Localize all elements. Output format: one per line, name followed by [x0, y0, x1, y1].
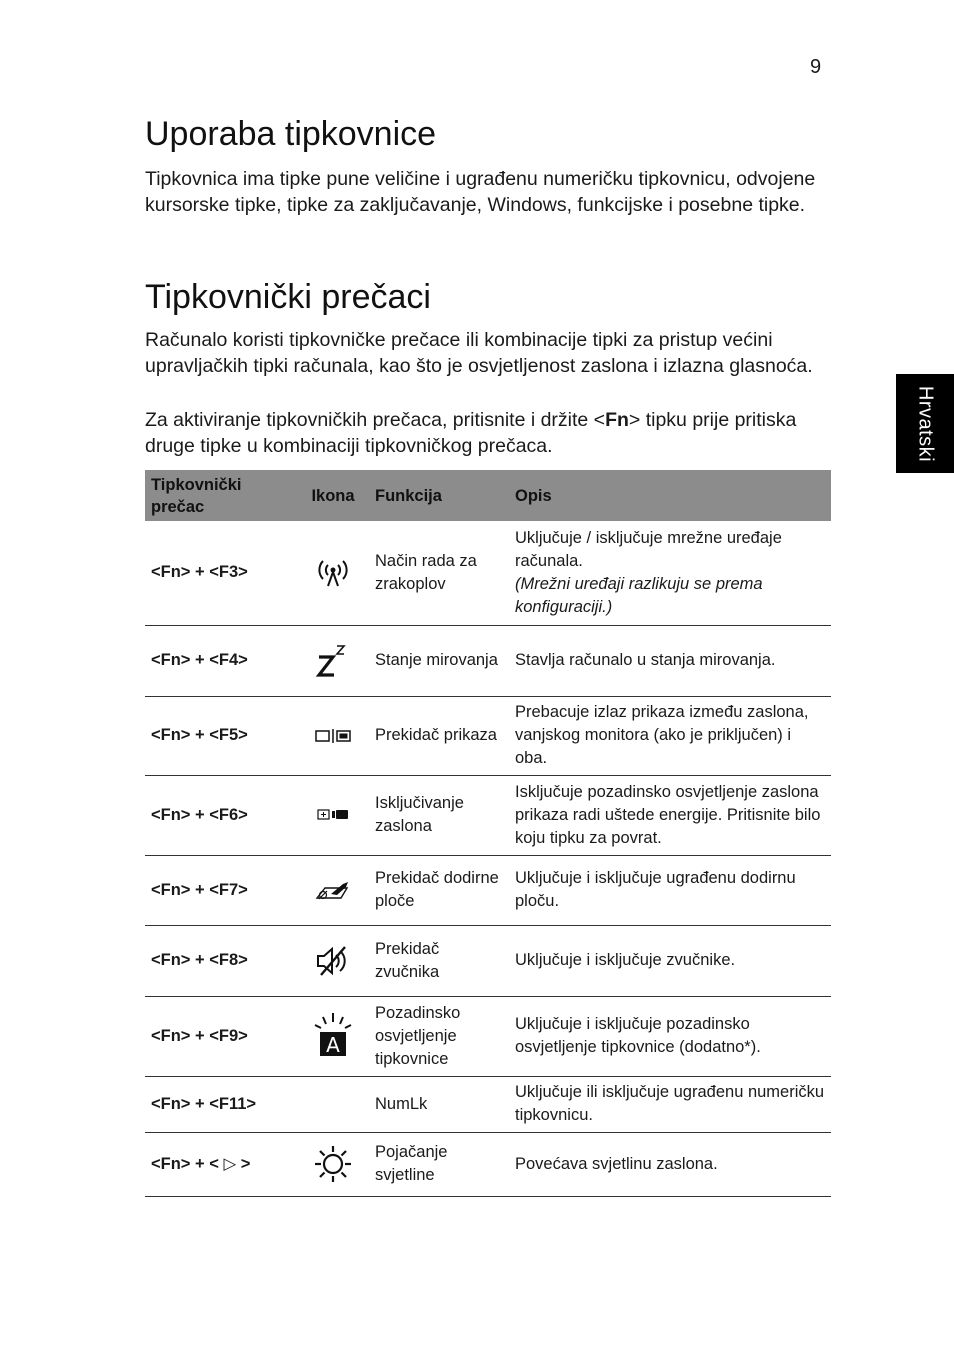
shortcut-key: <Fn> + <F8>: [145, 925, 297, 996]
shortcut-description: [509, 521, 831, 625]
shortcut-description: Uključuje ili isključuje ugrađenu numeričku tipkovnicu.: [509, 1076, 831, 1132]
description-text: Uključuje / isključuje mrežne uređaje računala.: [515, 528, 782, 570]
shortcut-function: Prekidač prikaza: [369, 696, 509, 775]
table-row: [145, 996, 831, 1076]
fn-key-label: Fn: [605, 409, 629, 431]
shortcut-description: Isključuje pozadinsko osvjetljenje zaslona prikaza radi uštede energije. Pritisnite bilo koju tipku za povrat.: [509, 775, 831, 855]
empty-icon-cell: [297, 1076, 369, 1132]
shortcut-description: Prebacuje izlaz prikaza između zaslona, vanjskog monitora (ako je priključen) i oba.: [509, 696, 831, 775]
shortcuts-section-title: Tipkovnički prečaci: [145, 278, 431, 316]
shortcuts-fn-instruction: [145, 408, 825, 459]
table-row: [145, 625, 831, 696]
header-function: Funkcija: [369, 470, 509, 521]
fn-instruction-after: > tipku prije pritiska druge tipke u kombinaciji tipkovničkog prečaca.: [145, 409, 797, 457]
fn-instruction-before: Za aktiviranje tipkovničkih prečaca, pritisnite i držite <: [145, 409, 606, 431]
wireless-icon: [297, 521, 369, 625]
description-note: (Mrežni uređaji razlikuju se prema konfiguraciji.): [515, 574, 763, 616]
shortcut-key: <Fn> + <F6>: [145, 775, 297, 855]
shortcut-key: <Fn> + <F5>: [145, 696, 297, 775]
shortcut-function: Pozadinsko osvjetljenje tipkovnice: [369, 996, 509, 1076]
table-row: [145, 1076, 831, 1132]
shortcut-key: <Fn> + <F11>: [145, 1076, 297, 1132]
shortcut-function: Isključivanje zaslona: [369, 775, 509, 855]
table-row: [145, 925, 831, 996]
speaker-mute-icon: [297, 925, 369, 996]
shortcut-description: Stavlja računalo u stanja mirovanja.: [509, 625, 831, 696]
shortcut-function: Prekidač dodirne ploče: [369, 855, 509, 925]
shortcut-key: <Fn> + <F4>: [145, 625, 297, 696]
table-row: [145, 1132, 831, 1196]
shortcut-key: <Fn> + <F9>: [145, 996, 297, 1076]
shortcut-key: <Fn> + < ▷ >: [145, 1132, 297, 1196]
svg-text:A: A: [326, 1033, 340, 1057]
shortcut-description: Uključuje i isključuje pozadinsko osvjetljenje tipkovnice (dodatno*).: [509, 996, 831, 1076]
sleep-z-icon: [297, 625, 369, 696]
shortcut-function: Prekidač zvučnika: [369, 925, 509, 996]
language-side-tab: [896, 374, 954, 473]
table-row: [145, 855, 831, 925]
page-number: 9: [810, 56, 822, 78]
brightness-up-icon: [297, 1132, 369, 1196]
shortcut-function: Stanje mirovanja: [369, 625, 509, 696]
keyboard-section-text: Tipkovnica ima tipke pune veličine i ugrađenu numeričku tipkovnicu, odvojene kursorske tipke, tipke za zaključavanje, Windows, funkcijske i posebne tipke.: [145, 168, 816, 216]
header-shortcut: Tipkovnički prečac: [145, 470, 297, 521]
keyboard-backlight-icon: [297, 996, 369, 1076]
shortcut-function: Način rada za zrakoplov: [369, 521, 509, 625]
header-icon: Ikona: [297, 470, 369, 521]
shortcut-description: Uključuje i isključuje ugrađenu dodirnu ploču.: [509, 855, 831, 925]
shortcuts-table: [145, 470, 831, 1197]
display-toggle-icon: [297, 696, 369, 775]
shortcut-description: Uključuje i isključuje zvučnike.: [509, 925, 831, 996]
table-row: [145, 696, 831, 775]
shortcut-key: <Fn> + <F3>: [145, 521, 297, 625]
shortcut-function: NumLk: [369, 1076, 509, 1132]
shortcut-key: <Fn> + <F7>: [145, 855, 297, 925]
header-description: Opis: [509, 470, 831, 521]
table-row: [145, 775, 831, 855]
touchpad-toggle-icon: [297, 855, 369, 925]
table-row: [145, 521, 831, 625]
keyboard-section-title: Uporaba tipkovnice: [145, 115, 437, 153]
shortcut-description: Povećava svjetlinu zaslona.: [509, 1132, 831, 1196]
shortcuts-intro-text: Računalo koristi tipkovničke prečace ili kombinacije tipki za pristup većini upravljačkih tipki računala, kao što je osvjetljenost zaslona i izlazna glasnoća.: [145, 329, 813, 377]
screen-off-icon: [297, 775, 369, 855]
shortcut-function: Pojačanje svjetline: [369, 1132, 509, 1196]
table-header-row: [145, 470, 831, 521]
language-side-tab-label: Hrvatski: [914, 385, 937, 462]
